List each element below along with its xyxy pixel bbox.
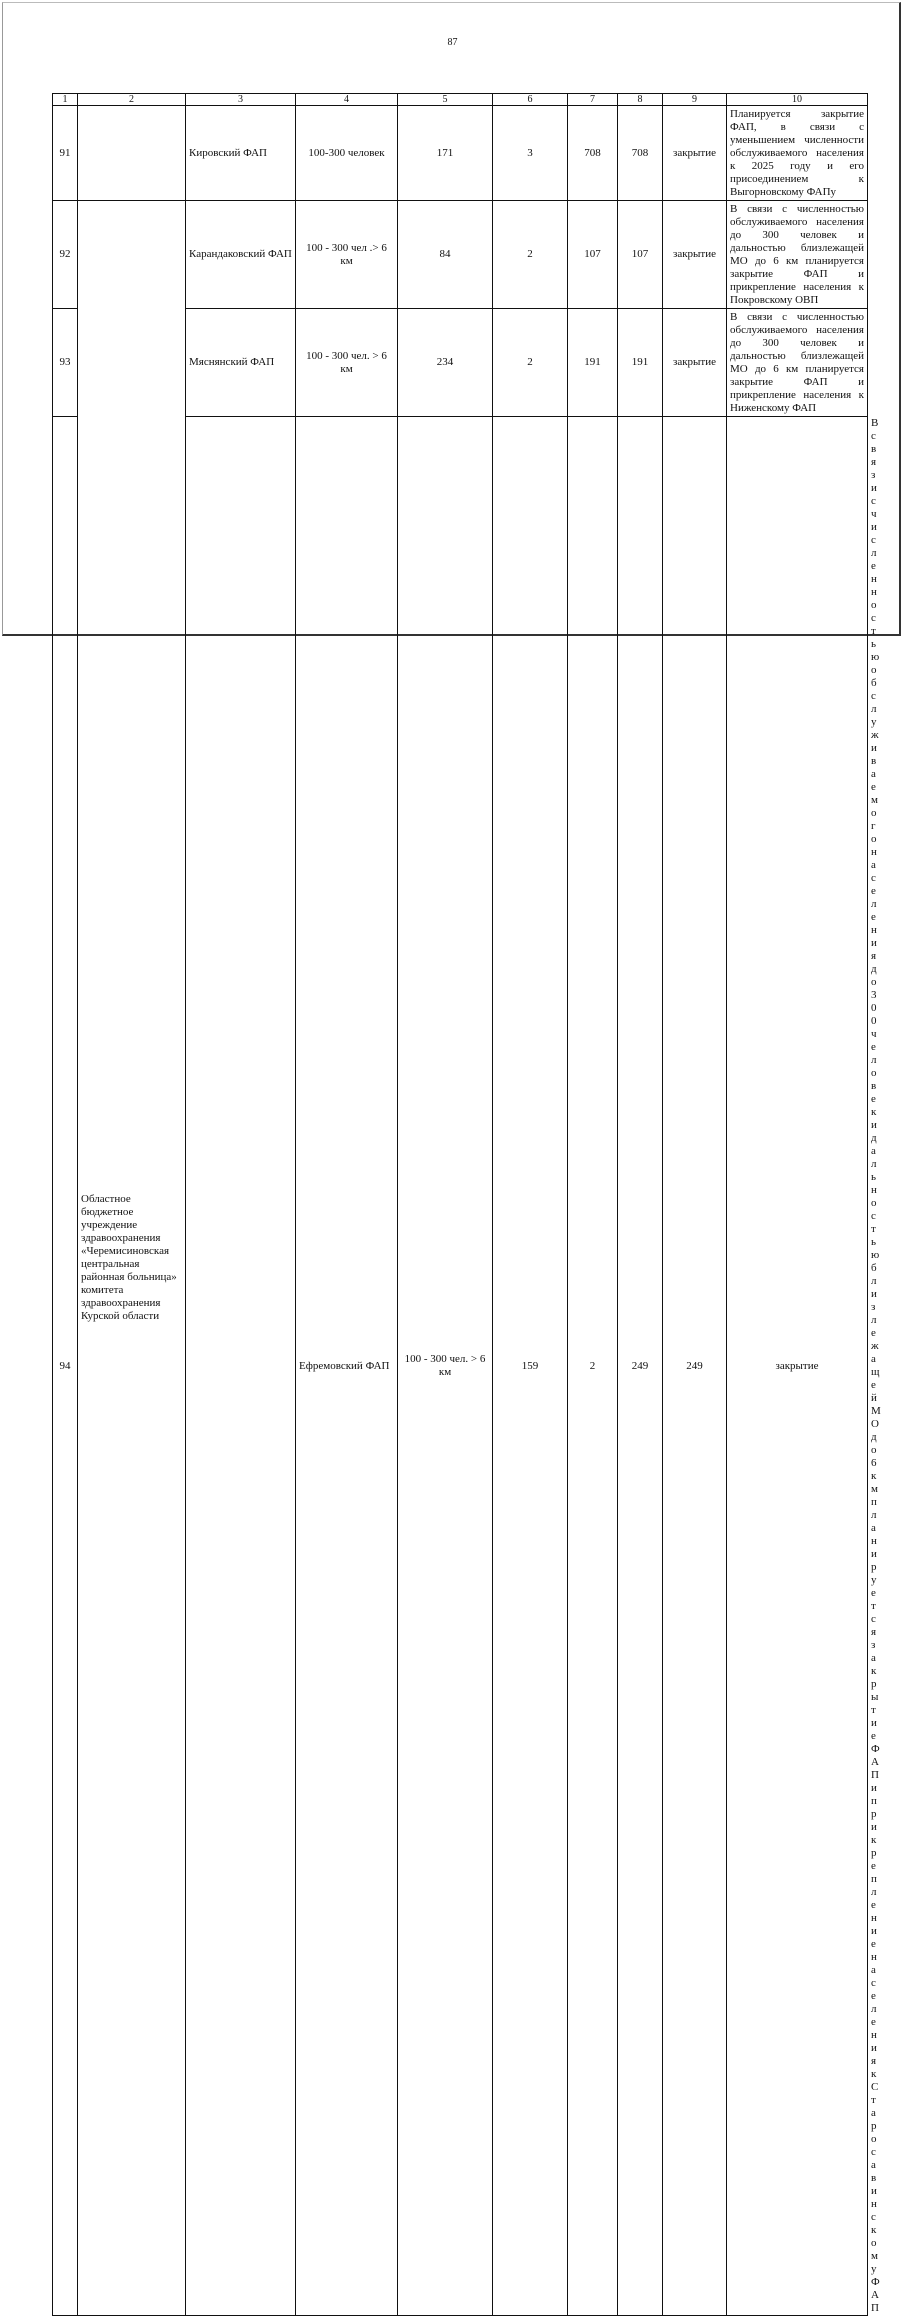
row-number: 92 (53, 201, 78, 309)
header-row (53, 94, 868, 106)
cell-col7: 708 (568, 106, 618, 201)
population-range: 100-300 человек (296, 106, 398, 201)
population-range: 100 - 300 чел. > 6 км (296, 309, 398, 417)
row-number: 91 (53, 106, 78, 201)
cell-col5: 84 (398, 201, 493, 309)
header-cell: 10 (727, 94, 868, 106)
header-cell: 9 (663, 94, 727, 106)
cell-col7: 107 (568, 201, 618, 309)
organization-cell: Областное бюджетное учреждение здравоохранения «Черемисиновская центральная районная больница» комитета здравоохранения Курской области (78, 201, 186, 2316)
cell-col5: 171 (398, 106, 493, 201)
header-cell: 5 (398, 94, 493, 106)
organization-cell-empty (186, 417, 296, 2316)
header-cell: 7 (568, 94, 618, 106)
population-range: 100 - 300 чел. > 6 км (398, 417, 493, 2316)
cell-col8: 249 (663, 417, 727, 2316)
page-number: 87 (447, 37, 458, 48)
cell-col6: 2 (493, 309, 568, 417)
facility-name: Мяснянский ФАП (186, 309, 296, 417)
cell-col5: 234 (398, 309, 493, 417)
cell-col6: 2 (568, 417, 618, 2316)
header-cell: 6 (493, 94, 568, 106)
facility-name: Карандаковский ФАП (186, 201, 296, 309)
header-cell: 3 (186, 94, 296, 106)
facility-name: Кировский ФАП (186, 106, 296, 201)
action-cell: закрытие (663, 201, 727, 309)
action-cell: закрытие (663, 106, 727, 201)
cell-col5: 159 (493, 417, 568, 2316)
header-cell: 8 (618, 94, 663, 106)
cell-col8: 191 (618, 309, 663, 417)
action-cell: закрытие (663, 309, 727, 417)
header-cell: 2 (78, 94, 186, 106)
cell-col8: 708 (618, 106, 663, 201)
note-cell: В связи с численностью обслуживаемого населения до 300 человек и дальностью близлежащей МО до 6 км планируется закрытие ФАП и прикрепление населения к Покровскому ОВП (727, 201, 868, 309)
organization-cell-empty (78, 106, 186, 201)
table-row (53, 106, 868, 201)
header-cell: 4 (296, 94, 398, 106)
facility-name: Ефремовский ФАП (296, 417, 398, 2316)
cell-col7: 191 (568, 309, 618, 417)
table-row (53, 201, 868, 309)
facilities-table (52, 93, 881, 2316)
cell-col7: 249 (618, 417, 663, 2316)
note-cell: В связи с численностью обслуживаемого населения до 300 человек и дальностью близлежащей МО до 6 км планируется закрытие ФАП и прикрепление населения к Ниженскому ФАП (727, 309, 868, 417)
row-number: 94 (53, 417, 78, 2316)
table-row: 94 Ефремовский ФАП 100 - 300 чел. > 6 км 159 2 249 249 закрытие В связи с численностью обслуживаемого населения до 300 человек и дальностью близлежащей МО до 6 км планируется закрытие ФАП и прикрепление населения к Старосавинскому ФАП (53, 417, 868, 2316)
cell-col6: 2 (493, 201, 568, 309)
row-number: 93 (53, 309, 78, 417)
cell-col8: 107 (618, 201, 663, 309)
note-cell: Планируется закрытие ФАП, в связи с уменьшением численности обслуживаемого населения к 2025 году и его присоединением к Выгорновскому ФАПу (727, 106, 868, 201)
header-cell: 1 (53, 94, 78, 106)
cell-col6: 3 (493, 106, 568, 201)
action-cell: закрытие (727, 417, 868, 2316)
population-range: 100 - 300 чел .> 6 км (296, 201, 398, 309)
